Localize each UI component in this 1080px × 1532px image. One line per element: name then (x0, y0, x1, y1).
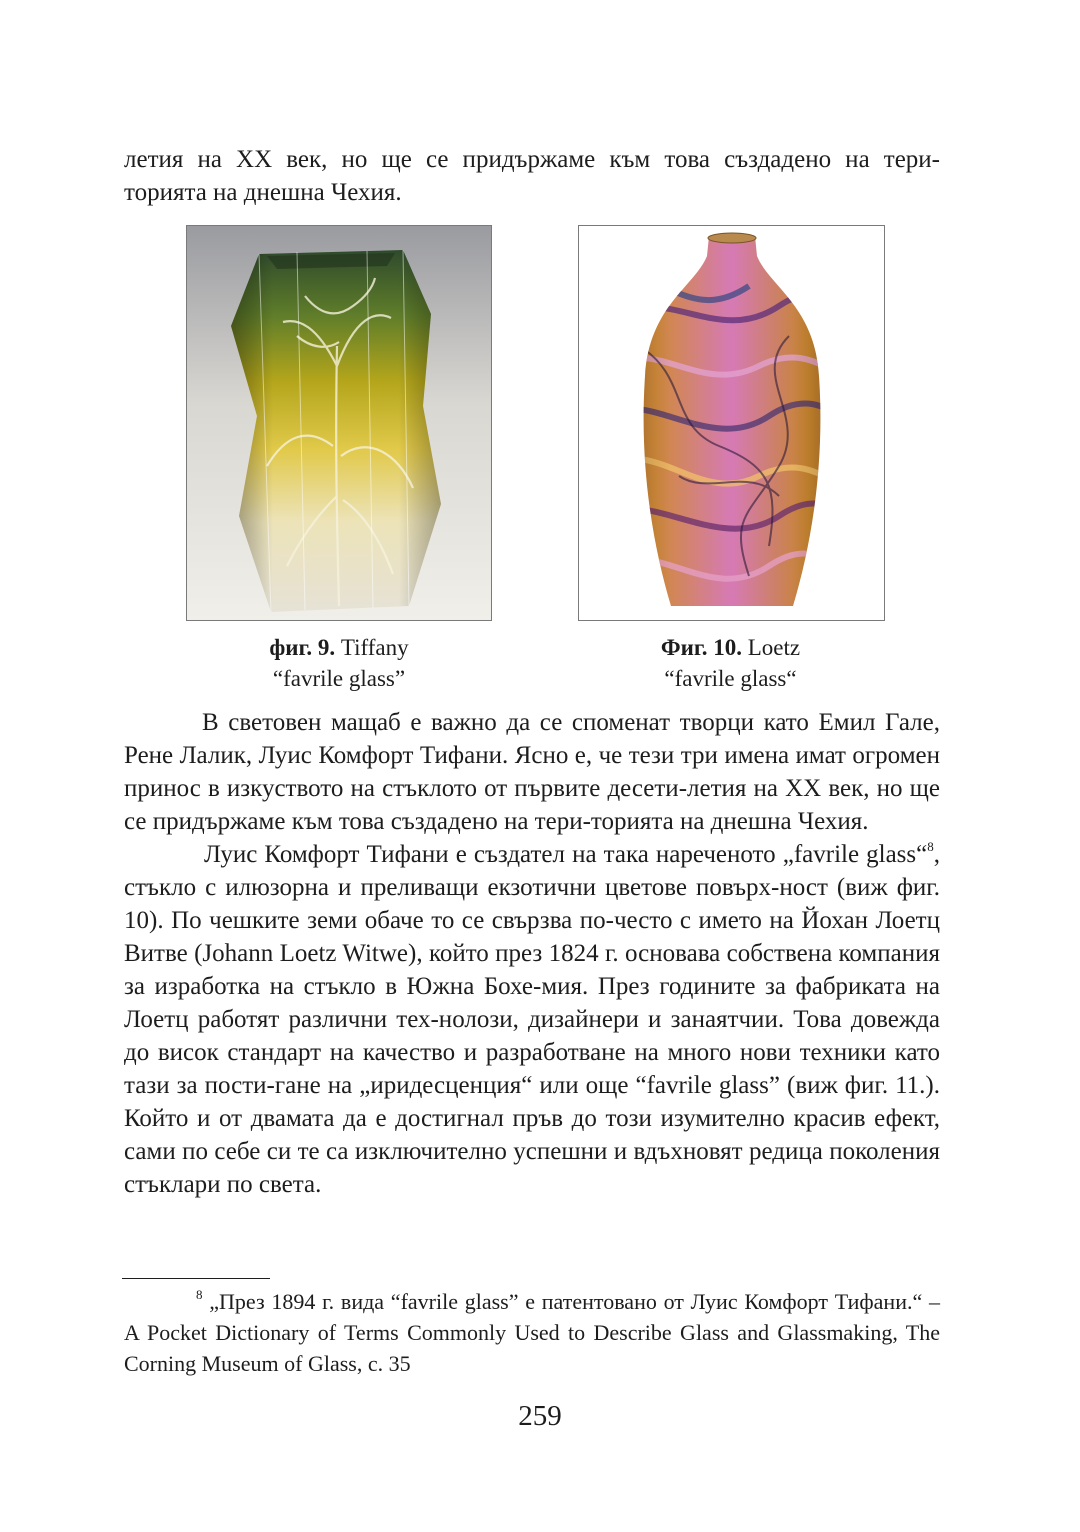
continued-text (124, 143, 940, 209)
paragraph-text: , стъкло с илюзорна и преливащи екзотични цветове повърх-ност (виж фиг. 10). По чешките земи обаче то се свързва по-често с името на Йохан Лоетц Витве (Johann Loetz Witwe), който през 1824 г. основава собствена компания за изработка на стъкло в Южна Бохе-мия. През годините за фабриката на Лоетц работят различни тех-нолози, дизайнери и занаятчии. Това довежда до висок стандарт на качество и разработване на много нови техники като тази за пости-гане на „иридесценция“ или още “favrile glass” (виж фиг. 11.). Който и от двамата да е достигнал пръв до този изумително красив ефект, сами по себе си те са изключително успешни и вдъхновят редица поколения стъклари по света. (124, 841, 940, 1198)
paragraph (124, 838, 940, 1201)
text-line: торията на днешна Чехия. (124, 179, 402, 206)
figure-10-subtitle: “favrile glass“ (664, 666, 797, 691)
body-text (124, 706, 940, 1201)
paragraph: В световен мащаб е важно да се споменат творци като Емил Гале, Рене Лалик, Луис Комфорт Тифани. Ясно е, че тези три имена имат огромен принос в изкуството на стъклото от първите десети-летия на ХХ век, но ще се придържаме към това създадено на тери-торията на днешна Чехия. (124, 709, 940, 835)
footnote-reference[interactable]: 8 (927, 838, 934, 854)
footnote (124, 1286, 940, 1379)
figure-9-caption (186, 632, 492, 694)
figure-10-image (578, 225, 885, 621)
figure-10-label: Фиг. 10. (660, 635, 742, 660)
footnote-divider (122, 1278, 270, 1279)
footnote-marker: 8 (196, 1286, 203, 1302)
tiffany-vase-photo (187, 226, 491, 620)
page-number: 259 (518, 1400, 562, 1432)
figure-10-caption (578, 632, 883, 694)
loetz-vase-photo (579, 226, 884, 620)
figure-10-title: Loetz (742, 635, 801, 660)
figure-9-title: Tiffany (335, 635, 409, 660)
text-line: летия на ХХ век, но ще се придържаме към това създадено на тери- (124, 146, 940, 173)
figure-9-image (186, 225, 492, 621)
paragraph-text: Луис Комфорт Тифани е създател на така нареченото „favrile glass“ (204, 841, 928, 868)
figure-9-label: фиг. 9. (269, 635, 336, 660)
footnote-text: „През 1894 г. вида “favrile glass” е патентовано от Луис Комфорт Тифани.“ – A Pocket Dictionary of Terms Commonly Used to Describe Glass and Glassmaking, The Corning Museum of Glass, с. 35 (124, 1289, 940, 1376)
figure-9-subtitle: “favrile glass” (272, 666, 406, 691)
